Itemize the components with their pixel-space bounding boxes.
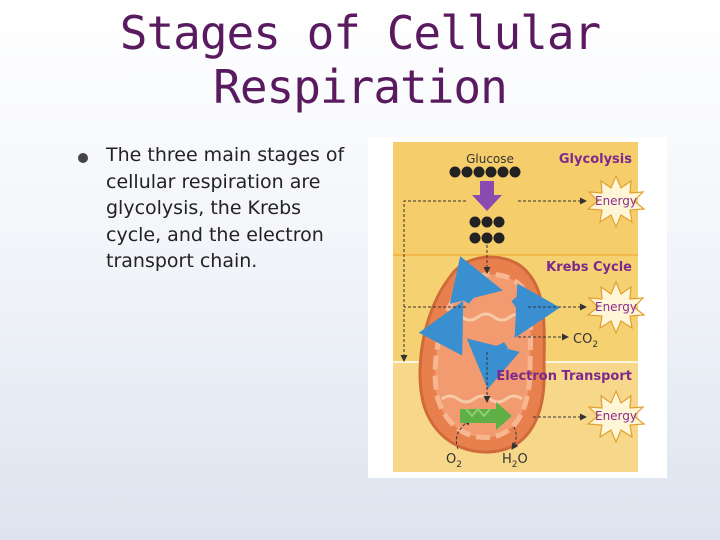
- energy-label-3: Energy: [594, 409, 638, 423]
- slide-title: [0, 6, 720, 114]
- energy-label-1: Energy: [594, 194, 638, 208]
- stage-glycolysis-label: Glycolysis: [558, 152, 632, 167]
- respiration-diagram: [368, 137, 667, 478]
- glucose-label: Glucose: [466, 152, 514, 166]
- title-line-1: Stages of Cellular: [119, 6, 601, 60]
- co2-label: $CO_2$: [573, 332, 599, 350]
- energy-label-2: Energy: [594, 300, 638, 314]
- o2-label: $O_2$: [446, 452, 462, 470]
- bullet-text: The three main stages of cellular respiration are glycolysis, the Krebs cycle, and the electron transport chain.: [106, 144, 345, 272]
- h2o-label: $H_2O$: [502, 452, 528, 470]
- bullet-dot: [78, 153, 88, 163]
- stage-electron-transport-label: Electron Transport: [496, 369, 632, 384]
- stage-krebs-label: Krebs Cycle: [546, 260, 632, 275]
- title-line-2: Respiration: [213, 60, 507, 114]
